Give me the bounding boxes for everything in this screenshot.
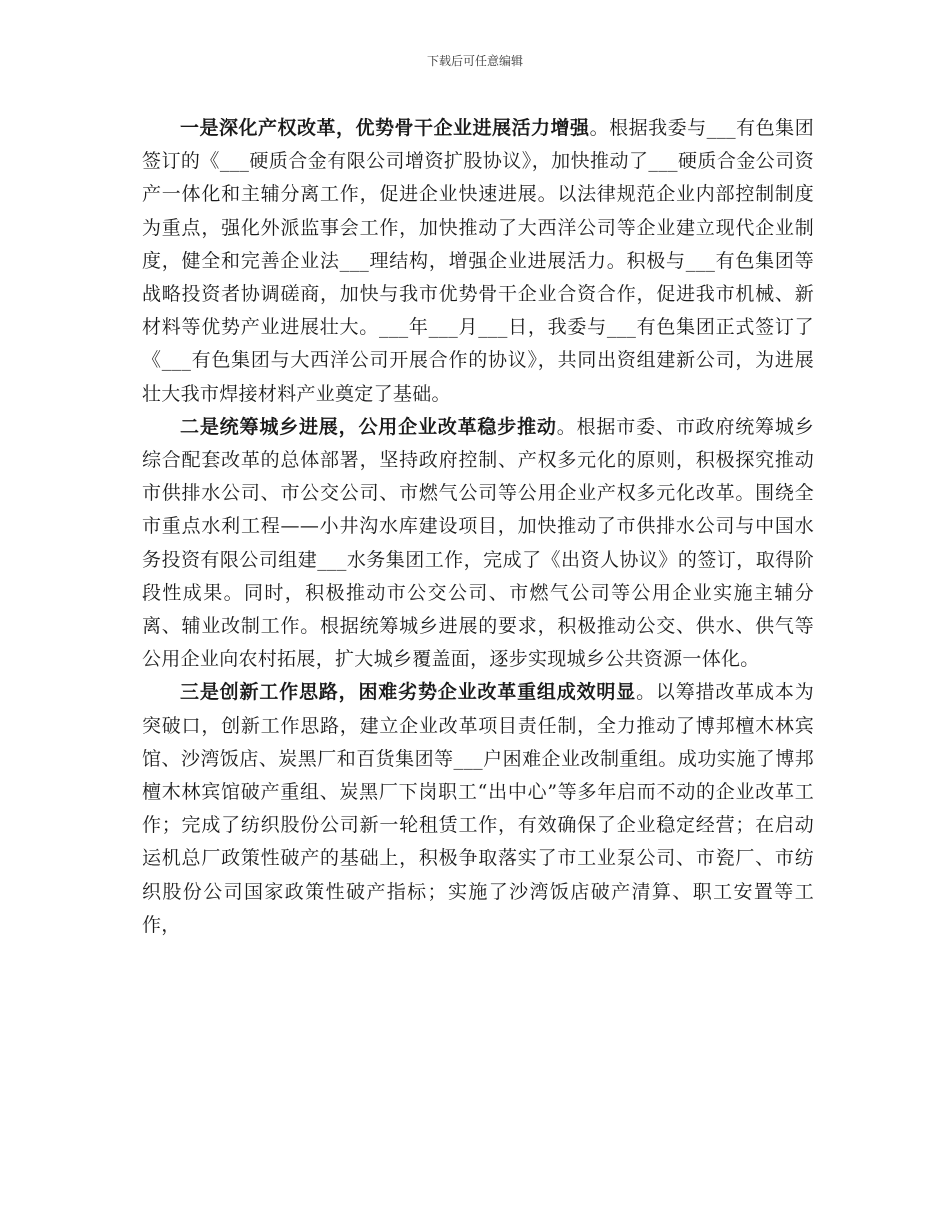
paragraph-1-lead: 一是深化产权改革，优势骨干企业进展活力增强 [180, 117, 590, 139]
paragraph-3-lead: 三是创新工作思路，困难劣势企业改革重组成效明显 [180, 681, 637, 704]
paragraph-3-body: 。以筹措改革成本为突破口，创新工作思路，建立企业改革项目责任制，全力推动了博邦檀木林宾馆、沙湾饭店、炭黑厂和百货集团等___户困难企业改制重组。成功实施了博邦檀木林宾馆破产重组、炭黑厂下岗职工“出中心”等多年启而不动的企业改革工作；完成了纺织股份公司新一轮租赁工作，有效确保了企业稳定经营；在启动运机总厂政策性破产的基础上，积极争取落实了市工业泵公司、市瓷厂、市纺织股份公司国家政策性破产指标；实施了沙湾饭店破产清算、职工安置等工作， [142, 681, 814, 936]
paragraph-2 [142, 411, 814, 677]
page-header: 下载后可任意编辑 [426, 54, 523, 68]
paragraph-1 [142, 112, 814, 411]
paragraph-3 [142, 676, 814, 942]
paragraph-2-lead: 二是统筹城乡进展，公用企业改革稳步推动 [180, 415, 557, 438]
paragraph-1-body: 。根据我委与___有色集团签订的《___硬质合金有限公司增资扩股协议》，加快推动了___硬质合金公司资产一体化和主辅分离工作，促进企业快速进展。以法律规范企业内部控制制度为重点，强化外派监事会工作，加快推动了大西洋公司等企业建立现代企业制度，健全和完善企业法___理结构，增强企业进展活力。积极与___有色集团等战略投资者协调磋商，加快与我市优势骨干企业合资合作，促进我市机械、新材料等优势产业进展壮大。___年___月___日，我委与___有色集团正式签订了《___有色集团与大西洋公司开展合作的协议》，共同出资组建新公司，为进展壮大我市焊接材料产业奠定了基础。 [142, 117, 814, 405]
paragraph-2-body: 。根据市委、市政府统筹城乡综合配套改革的总体部署，坚持政府控制、产权多元化的原则，积极探究推动市供排水公司、市公交公司、市燃气公司等公用企业产权多元化改革。围绕全市重点水利工程——小井沟水库建设项目，加快推动了市供排水公司与中国水务投资有限公司组建___水务集团工作，完成了《出资人协议》的签订，取得阶段性成果。同时，积极推动市公交公司、市燃气公司等公用企业实施主辅分离、辅业改制工作。根据统筹城乡进展的要求，积极推动公交、供水、供气等公用企业向农村拓展，扩大城乡覆盖面，逐步实现城乡公共资源一体化。 [142, 415, 814, 671]
document-body [142, 112, 814, 942]
